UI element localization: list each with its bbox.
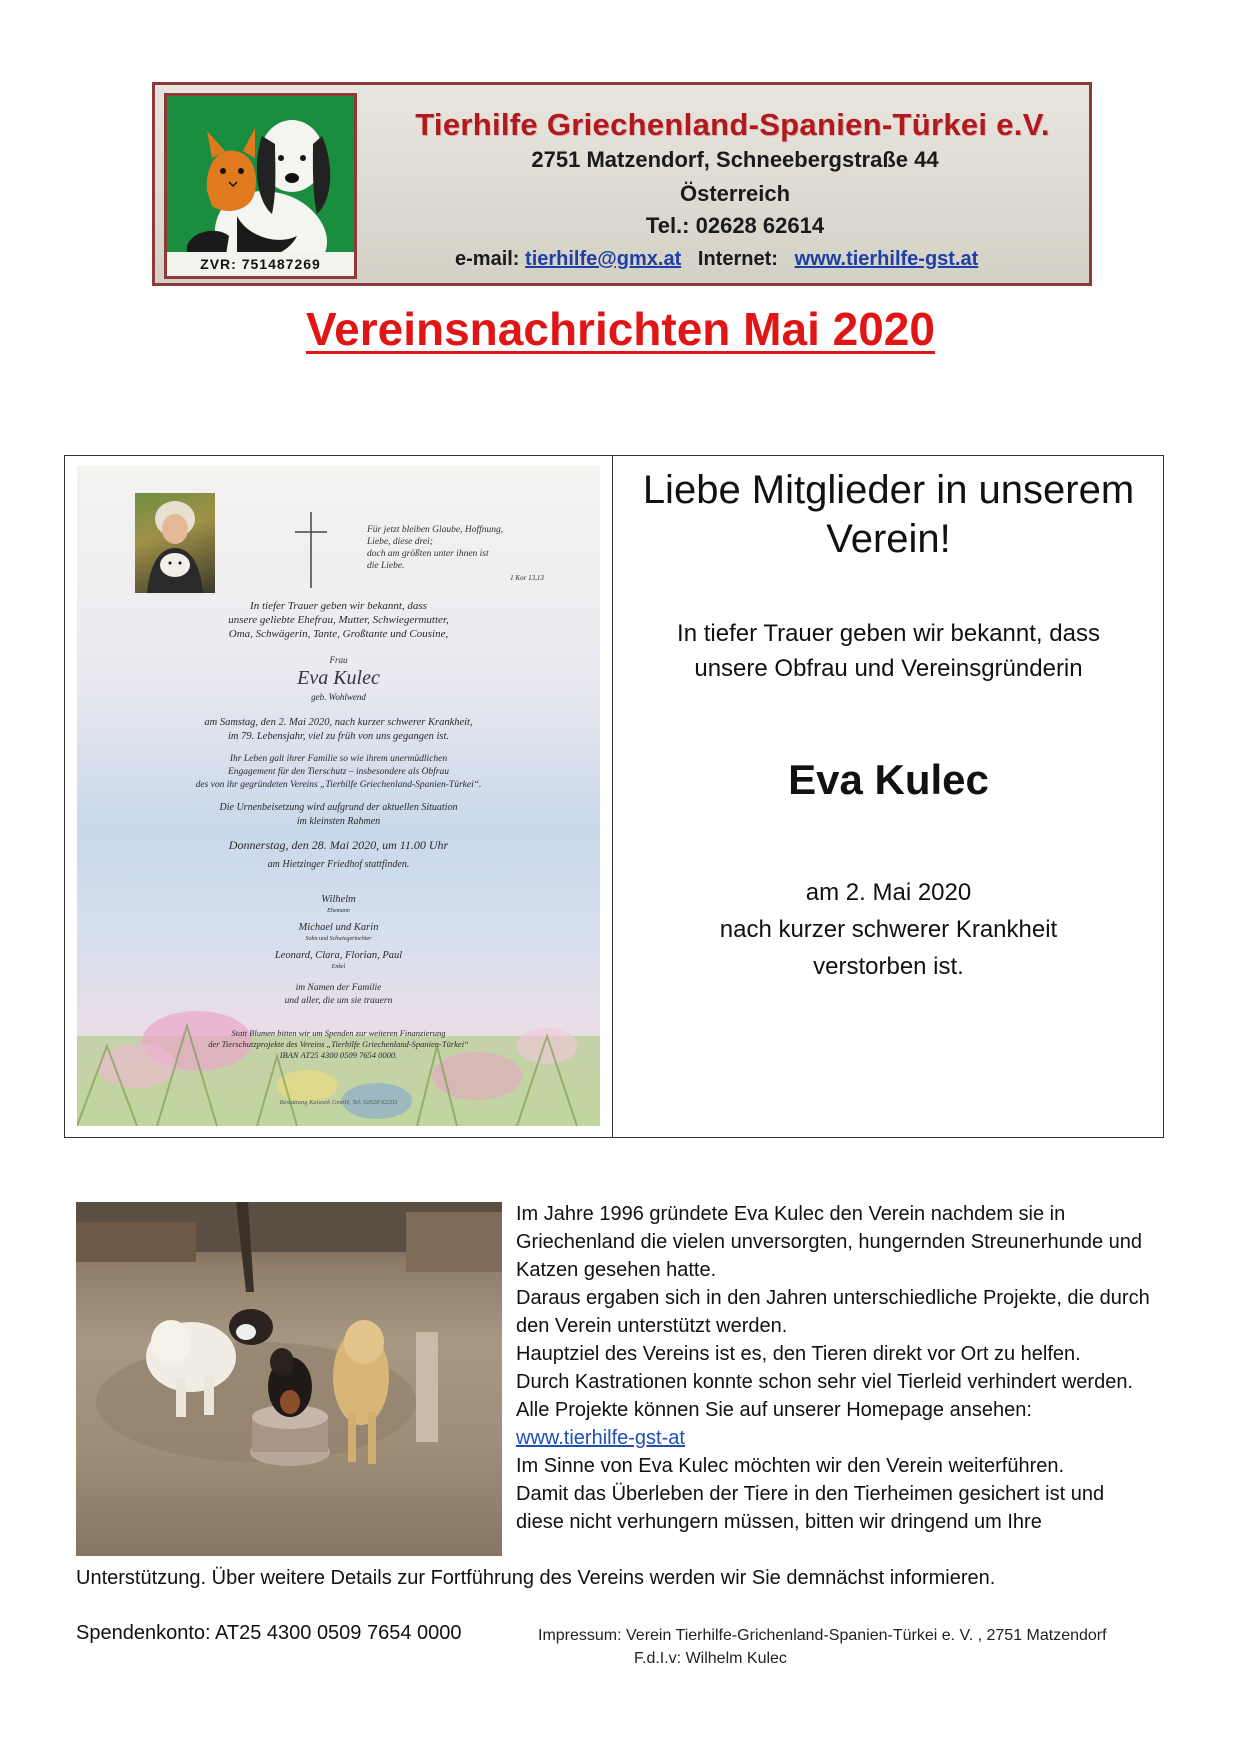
zvr-number: ZVR: 751487269 bbox=[167, 252, 354, 276]
card-family-1: Wilhelm bbox=[321, 894, 356, 905]
story-p5: Alle Projekte können Sie auf unserer Homepage ansehen: bbox=[516, 1399, 1032, 1421]
website-link[interactable]: www.tierhilfe-gst.at bbox=[794, 248, 979, 270]
table-divider bbox=[612, 456, 613, 1137]
card-family-2: Michael und Karin bbox=[298, 922, 379, 933]
card-family-3-role: Enkel bbox=[331, 964, 346, 970]
date-line-1: am 2. Mai 2020 bbox=[805, 879, 972, 906]
impressum-fdlv: F.d.I.v: Wilhelm Kulec bbox=[634, 1650, 787, 1667]
org-phone: Tel.: 02628 62614 bbox=[645, 213, 825, 238]
story-p3: Hauptziel des Vereins ist es, den Tieren direkt vor Ort zu helfen. bbox=[516, 1343, 1081, 1365]
card-death: am Samstag, den 2. Mai 2020, nach kurzer schwerer Krankheit, im 79. Lebensjahr, viel zu früh von uns gegangen ist. bbox=[204, 717, 473, 742]
story-p4: Durch Kastrationen konnte schon sehr viel Tierleid verhindert werden. bbox=[516, 1371, 1133, 1393]
impressum bbox=[538, 1624, 1178, 1670]
card-quote: Für jetzt bleiben Glaube, Hoffnung, Liebe, diese drei; doch am größten unter ihnen ist die Liebe. bbox=[367, 525, 504, 571]
homepage-link[interactable]: www.tierhilfe-gst-at bbox=[516, 1427, 685, 1449]
org-country: Österreich bbox=[679, 181, 791, 206]
portrait-photo bbox=[135, 493, 215, 593]
date-line-2: nach kurzer schwerer Krankheit bbox=[719, 916, 1058, 943]
dogs-photo bbox=[76, 1202, 502, 1556]
story-p2: Daraus ergaben sich in den Jahren unterschiedliche Projekte, die durch den Verein unterstützt werden. bbox=[516, 1287, 1150, 1337]
card-urn: Die Urnenbeisetzung wird aufgrund der aktuellen Situation im kleinsten Rahmen bbox=[219, 802, 458, 827]
deceased-name: Eva Kulec bbox=[788, 756, 989, 803]
card-life: Ihr Leben galt ihrer Familie so wie ihrem unermüdlichen Engagement für den Tierschutz – insbesondere als Obfrau des von ihr gegründeten Vereins „Tierhilfe Griechenland-Spanien-Türkei“. bbox=[195, 754, 482, 790]
card-family-note: im Namen der Familie und aller, die um sie trauern bbox=[284, 983, 393, 1006]
mourn-line-2: unsere Obfrau und Vereinsgründerin bbox=[694, 655, 1083, 682]
card-name: Eva Kulec bbox=[297, 667, 380, 689]
cat-dog-logo-icon bbox=[167, 96, 354, 276]
story-p7-tail: Unterstützung. Über weitere Details zur Fortführung des Vereins werden wir Sie demnächst informieren. bbox=[76, 1567, 996, 1589]
story-text bbox=[516, 1200, 1156, 1536]
story-p7: Damit das Überleben der Tiere in den Tierheimen gesichert ist und diese nicht verhungern müssen, bitten wir dringend um Ihre bbox=[516, 1483, 1105, 1533]
card-date: Donnerstag, den 28. Mai 2020, um 11.00 Uhr bbox=[228, 838, 449, 852]
story-p6: Im Sinne von Eva Kulec möchten wir den Verein weiterführen. bbox=[516, 1455, 1065, 1477]
card-family-1-role: Ehemann bbox=[327, 908, 350, 914]
obituary-table bbox=[64, 455, 1164, 1138]
page-title: Vereinsnachrichten Mai 2020 bbox=[306, 303, 935, 355]
cross-icon bbox=[291, 510, 331, 590]
card-quote-ref: 1 Kor 13,13 bbox=[510, 574, 544, 582]
date-text bbox=[614, 874, 1163, 985]
obituary-card bbox=[77, 466, 600, 1126]
greeting: Liebe Mitglieder in unserem Verein! bbox=[642, 468, 1135, 561]
logo bbox=[164, 93, 357, 279]
donation-account: Spendenkonto: AT25 4300 0509 7654 0000 bbox=[76, 1622, 462, 1644]
card-footer: Bestattung Kalasek GmbH, Tel. 02628 62203 bbox=[279, 1099, 398, 1106]
card-place: am Hietzinger Friedhof stattfinden. bbox=[267, 859, 410, 870]
impressum-line: Impressum: Verein Tierhilfe-Grichenland-Spanien-Türkei e. V. , 2751 Matzendorf bbox=[538, 1627, 1107, 1644]
card-frau: Frau bbox=[329, 655, 348, 665]
email-label: e-mail: bbox=[455, 248, 520, 270]
org-address: 2751 Matzendorf, Schneebergstraße 44 bbox=[531, 147, 939, 172]
contact-line bbox=[455, 248, 1075, 271]
header-banner bbox=[152, 82, 1092, 286]
org-name: Tierhilfe Griechenland-Spanien-Türkei e.V. bbox=[415, 107, 1050, 142]
card-geb: geb. Wohlwend bbox=[311, 692, 366, 702]
date-line-3: verstorben ist. bbox=[813, 953, 964, 980]
card-donation: Statt Blumen bitten wir um Spenden zur weiteren Finanzierung der Tierschutzprojekte des Vereins „Tierhilfe Griechenland-Spanien-Türkei“ IBAN AT25 4300 0509 7654 0000. bbox=[208, 1028, 469, 1060]
internet-label: Internet: bbox=[697, 248, 778, 270]
card-intro: In tiefer Trauer geben wir bekannt, dass unsere geliebte Ehefrau, Mutter, Schwiegermutter, Oma, Schwägerin, Tante, Großtante und Cousine, bbox=[228, 600, 449, 640]
mourn-line-1: In tiefer Trauer geben wir bekannt, dass bbox=[677, 620, 1100, 647]
email-link[interactable]: tierhilfe@gmx.at bbox=[525, 248, 682, 270]
card-family-2-role: Sohn und Schwiegertochter bbox=[305, 936, 372, 942]
card-family-3: Leonard, Clara, Florian, Paul bbox=[274, 950, 403, 961]
mourn-text bbox=[614, 616, 1163, 686]
story-p1: Im Jahre 1996 gründete Eva Kulec den Verein nachdem sie in Griechenland die vielen unversorgten, hungernden Streunerhunde und Katzen gesehen hatte. bbox=[516, 1203, 1143, 1281]
